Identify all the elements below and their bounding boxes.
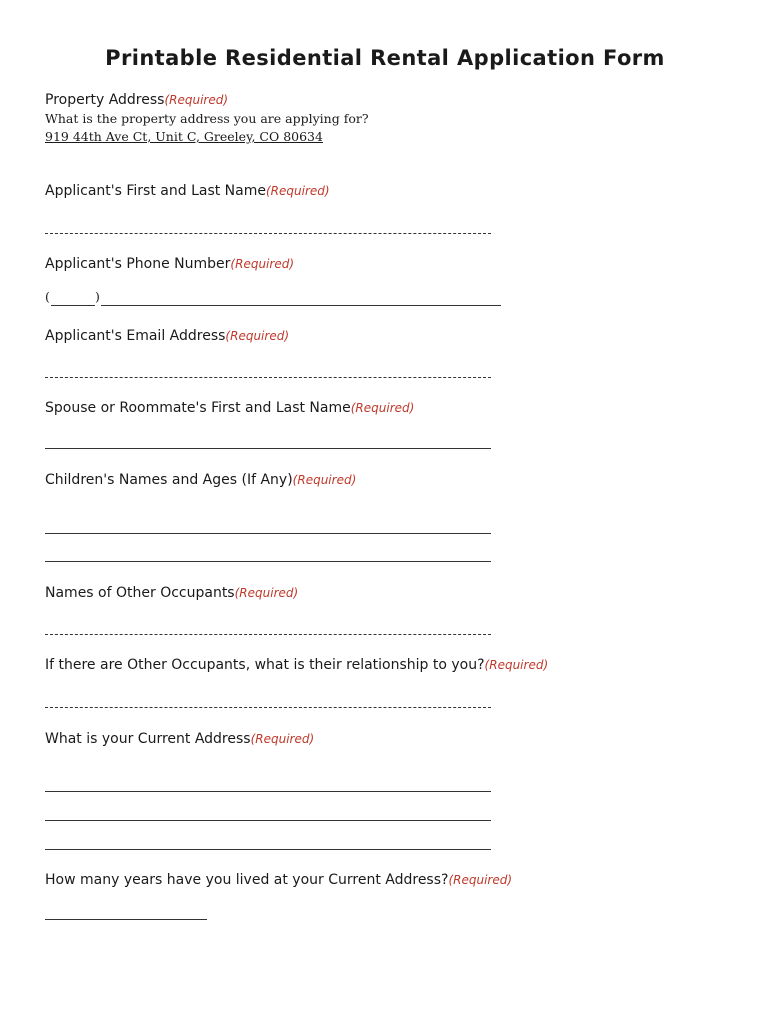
applicant-phone-label [45,256,294,272]
children-label-text: Children's Names and Ages (If Any) [45,472,293,488]
other-occupants-line[interactable] [45,634,491,635]
required-tag: (Required) [448,873,513,887]
property-address-value[interactable]: 919 44th Ave Ct, Unit C, Greeley, CO 80634 [45,129,323,144]
other-occupants-label [45,585,298,601]
years-at-address-label [45,872,512,888]
current-address-label-text: What is your Current Address [45,731,251,747]
required-tag: (Required) [250,732,315,746]
required-tag: (Required) [234,586,299,600]
property-address-label [45,92,228,108]
current-address-line-2[interactable] [45,820,491,821]
applicant-email-line[interactable] [45,377,491,378]
spouse-roommate-label-text: Spouse or Roommate's First and Last Name [45,400,351,416]
required-tag: (Required) [484,658,549,672]
current-address-line-1[interactable] [45,791,491,792]
phone-open-paren: ( [45,289,50,304]
required-tag: (Required) [350,401,415,415]
phone-number-line[interactable] [101,305,501,306]
required-tag: (Required) [225,329,289,343]
applicant-name-label [45,183,330,199]
spouse-roommate-line[interactable] [45,448,491,449]
children-line-2[interactable] [45,561,491,562]
spouse-roommate-label [45,400,414,416]
property-address-sub-label: What is the property address you are applying for? [45,111,369,126]
children-label [45,472,356,488]
phone-area-code-line[interactable] [51,305,95,306]
occupant-relationship-label [45,657,548,673]
children-line-1[interactable] [45,533,491,534]
required-tag: (Required) [265,184,330,198]
applicant-email-label [45,328,289,344]
occupant-relationship-line[interactable] [45,707,491,708]
years-at-address-label-text: How many years have you lived at your Current Address? [45,872,449,888]
current-address-line-3[interactable] [45,849,491,850]
occupant-relationship-label-text: If there are Other Occupants, what is their relationship to you? [45,657,485,673]
required-tag: (Required) [164,93,229,107]
applicant-name-label-text: Applicant's First and Last Name [45,183,266,199]
applicant-phone-field[interactable] [45,289,505,307]
applicant-name-line[interactable] [45,233,491,234]
required-tag: (Required) [230,257,294,271]
applicant-phone-label-text: Applicant's Phone Number [45,256,231,272]
phone-close-paren: ) [95,289,100,304]
property-address-label-text: Property Address [45,92,165,108]
required-tag: (Required) [292,473,357,487]
applicant-email-label-text: Applicant's Email Address [45,328,226,344]
form-title: Printable Residential Rental Application Form [105,46,665,70]
other-occupants-label-text: Names of Other Occupants [45,585,235,601]
current-address-label [45,731,314,747]
years-at-address-line[interactable] [45,919,207,920]
